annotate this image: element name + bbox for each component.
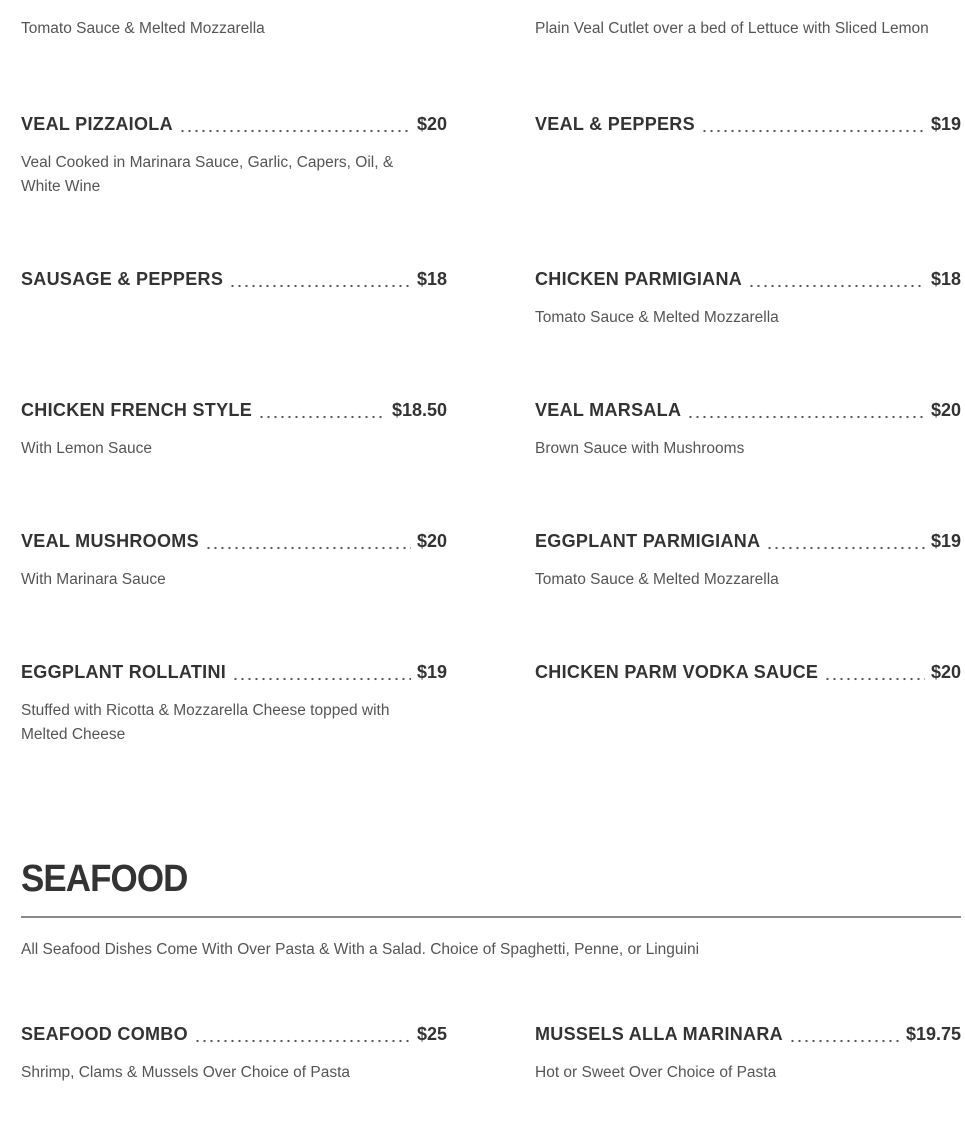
item-name: VEAL & PEPPERS [535,114,695,134]
dot-leader [229,284,411,288]
item-price: $19 [416,662,447,682]
item-name: EGGPLANT ROLLATINI [21,662,227,682]
dot-leader [258,415,386,419]
dot-leader [789,1039,900,1043]
item-price [931,0,961,1]
dot-leader [194,1039,411,1043]
dot-leader [179,129,411,133]
section-divider [21,916,961,918]
item-name: CHICKEN FRENCH STYLE [21,400,253,420]
menu-item [535,400,961,461]
item-price: $18.50 [391,400,447,420]
menu-item [21,0,447,41]
menu-item [535,114,961,138]
item-price: $20 [416,531,447,551]
section-note: All Seafood Dishes Come With Over Pasta & With a Salad. Choice of Spaghetti, Penne, or Linguini [21,941,700,958]
section-title-seafood: SEAFOOD [21,858,188,900]
item-price: $25 [416,1024,447,1044]
item-name: MUSSELS ALLA MARINARA [535,1024,783,1044]
item-price [417,0,447,1]
item-name: VEAL PIZZAIOLA [21,114,173,134]
item-price: $20 [930,400,961,420]
item-description: Stuffed with Ricotta & Mozzarella Cheese topped with Melted Cheese [21,702,390,743]
item-name: VEAL MUSHROOMS [21,531,199,551]
dot-leader [701,129,925,133]
item-description: Brown Sauce with Mushrooms [535,440,745,457]
item-name: SEAFOOD COMBO [21,1024,188,1044]
dot-leader [205,546,411,550]
item-name [535,0,685,1]
item-price: $19 [930,531,961,551]
item-description: Tomato Sauce & Melted Mozzarella [535,309,779,326]
item-description: Plain Veal Cutlet over a bed of Lettuce with Sliced Lemon [535,20,929,37]
item-price: $18 [930,269,961,289]
item-description: Tomato Sauce & Melted Mozzarella [535,571,779,588]
item-price: $20 [416,114,447,134]
item-name [21,0,193,1]
item-price: $19.75 [905,1024,961,1044]
menu-item [21,269,447,293]
dot-leader [232,677,411,681]
item-description: With Marinara Sauce [21,571,166,588]
dot-leader [766,546,925,550]
menu-item [21,400,447,461]
item-name: CHICKEN PARM VODKA SAUCE [535,662,819,682]
item-name: CHICKEN PARMIGIANA [535,269,743,289]
item-name: VEAL MARSALA [535,400,682,420]
item-description: Hot or Sweet Over Choice of Pasta [535,1064,777,1081]
dot-leader [824,677,925,681]
menu-item [535,662,961,686]
menu-item [535,0,961,41]
item-price: $19 [930,114,961,134]
menu-item [21,662,447,747]
dot-leader [748,284,925,288]
menu-item [535,1024,961,1085]
item-price: $20 [930,662,961,682]
item-description: Veal Cooked in Marinara Sauce, Garlic, Capers, Oil, & White Wine [21,154,394,195]
menu-item [21,114,447,199]
menu-item [535,531,961,592]
menu-item [21,1024,447,1085]
item-description: Tomato Sauce & Melted Mozzarella [21,20,265,37]
dot-leader [687,415,925,419]
item-name: EGGPLANT PARMIGIANA [535,531,761,551]
menu-item [21,531,447,592]
item-name: SAUSAGE & PEPPERS [21,269,224,289]
item-price: $18 [416,269,447,289]
item-description: With Lemon Sauce [21,440,152,457]
item-description: Shrimp, Clams & Mussels Over Choice of Pasta [21,1064,351,1081]
menu-item [535,269,961,330]
